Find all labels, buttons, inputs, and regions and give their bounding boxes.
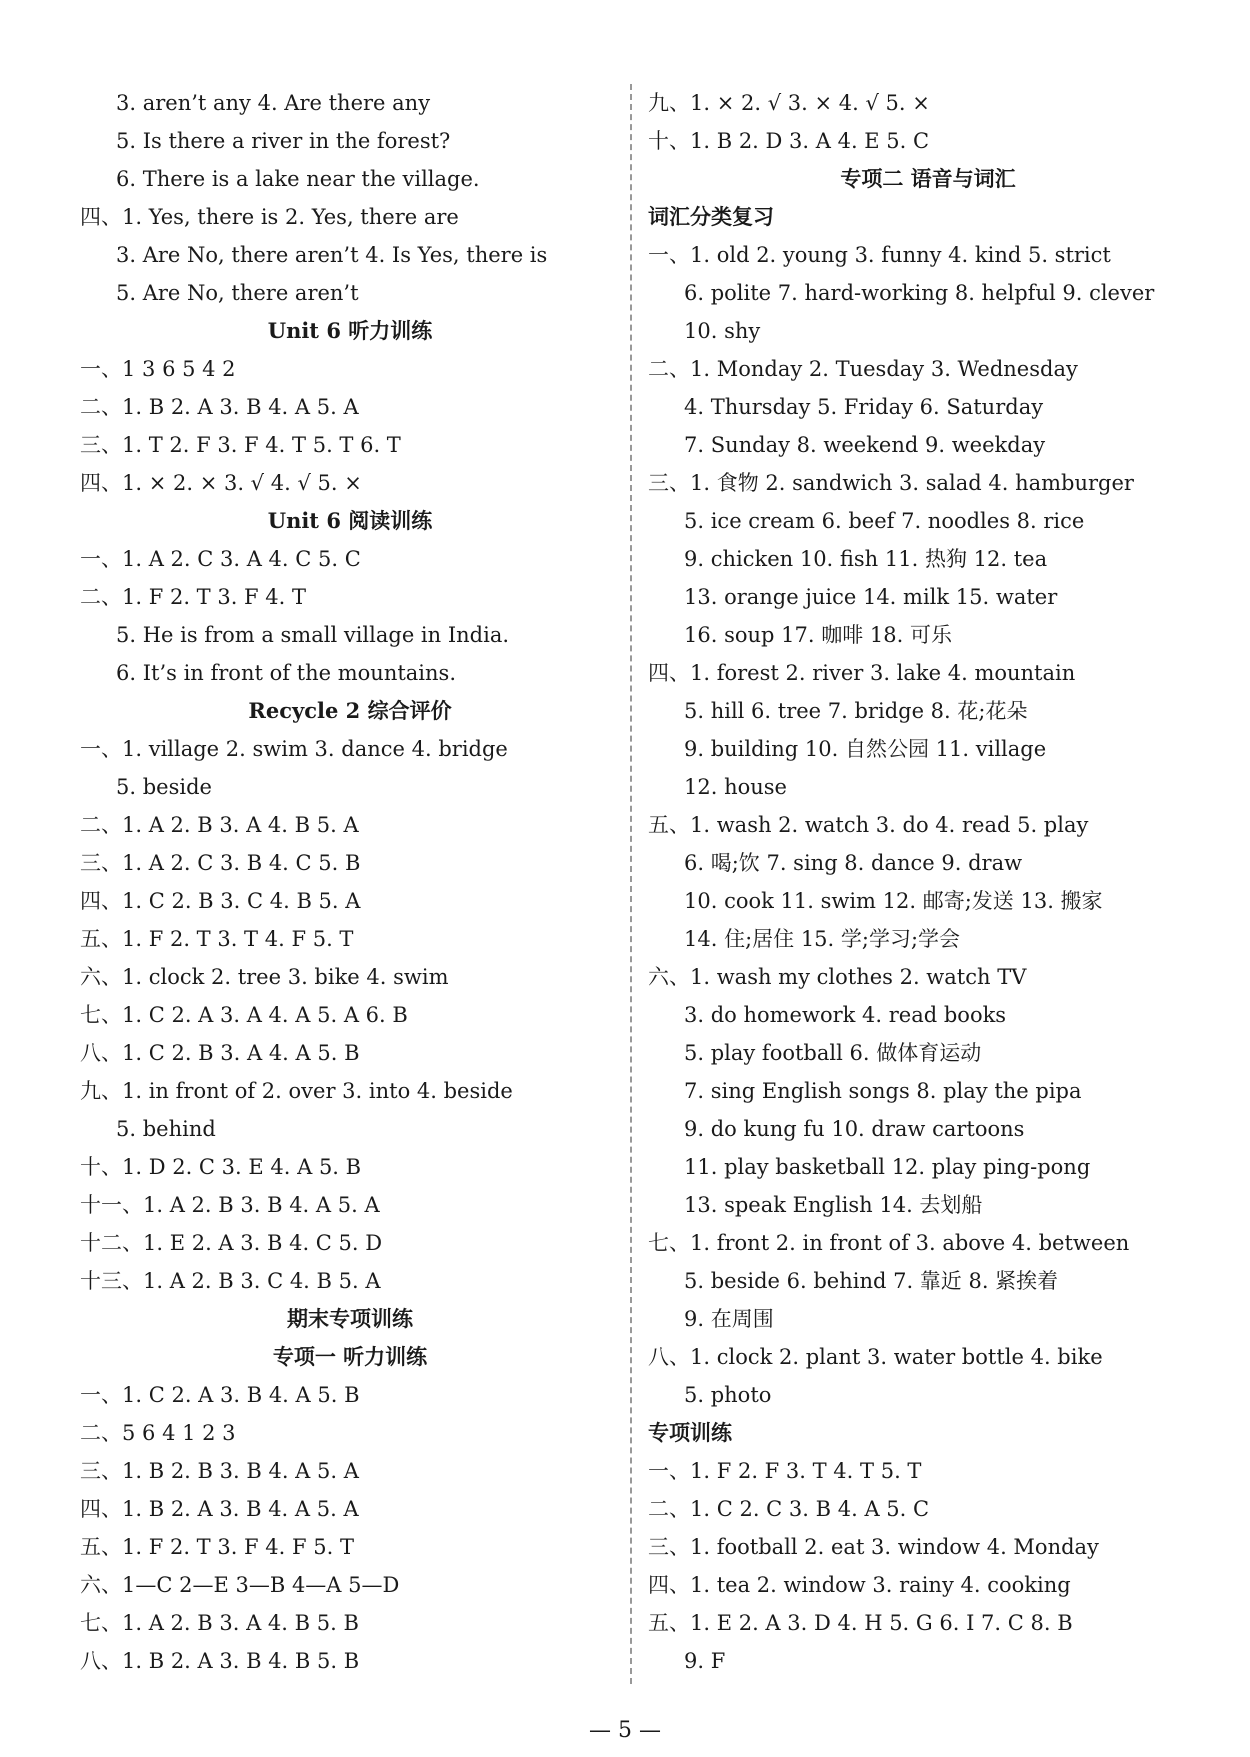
answer-line: 一、1. C 2. A 3. B 4. A 5. B	[80, 1383, 360, 1407]
answer-line: 七、1. C 2. A 3. A 4. A 5. A 6. B	[80, 1003, 408, 1027]
answer-line: 五、1. F 2. T 3. T 4. F 5. T	[80, 927, 354, 951]
answer-line: 四、1. × 2. × 3. √ 4. √ 5. ×	[80, 471, 362, 495]
column-divider	[630, 84, 632, 1684]
answer-line: 5. behind	[116, 1117, 216, 1141]
right-column	[648, 84, 1208, 1680]
answer-line: 6. It’s in front of the mountains.	[116, 661, 456, 685]
answer-line: 二、5 6 4 1 2 3	[80, 1421, 236, 1445]
answer-line: 5. play football 6. 做体育运动	[684, 1041, 982, 1065]
answer-line: 6. 喝;饮 7. sing 8. dance 9. draw	[684, 851, 1023, 875]
answer-line: 十一、1. A 2. B 3. B 4. A 5. A	[80, 1193, 380, 1217]
answer-line: 四、1. B 2. A 3. B 4. A 5. A	[80, 1497, 359, 1521]
answer-line: 十、1. D 2. C 3. E 4. A 5. B	[80, 1155, 362, 1179]
section-heading: Recycle 2 综合评价	[248, 698, 452, 723]
answer-line: 五、1. wash 2. watch 3. do 4. read 5. play	[648, 813, 1089, 837]
answer-line: 五、1. F 2. T 3. F 4. F 5. T	[80, 1535, 354, 1559]
answer-line: 9. 在周围	[684, 1307, 774, 1331]
answer-line: 三、1. A 2. C 3. B 4. C 5. B	[80, 851, 361, 875]
answer-line: 三、1. B 2. B 3. B 4. A 5. A	[80, 1459, 359, 1483]
answer-line: 四、1. Yes, there is 2. Yes, there are	[80, 205, 459, 229]
answer-line: 3. do homework 4. read books	[684, 1003, 1007, 1027]
answer-line: 6. There is a lake near the village.	[116, 167, 480, 191]
answer-line: 三、1. T 2. F 3. F 4. T 5. T 6. T	[80, 433, 401, 457]
answer-line: 14. 住;居住 15. 学;学习;学会	[684, 927, 961, 951]
answer-line: 七、1. A 2. B 3. A 4. B 5. B	[80, 1611, 359, 1635]
answer-line: 二、1. C 2. C 3. B 4. A 5. C	[648, 1497, 930, 1521]
answer-line: 五、1. E 2. A 3. D 4. H 5. G 6. I 7. C 8. B	[648, 1611, 1073, 1635]
answer-line: 9. chicken 10. fish 11. 热狗 12. tea	[684, 547, 1048, 571]
left-column	[80, 84, 620, 1680]
answer-line: 6. polite 7. hard-working 8. helpful 9. clever	[684, 281, 1155, 305]
answer-line: 十、1. B 2. D 3. A 4. E 5. C	[648, 129, 930, 153]
answer-line: 5. ice cream 6. beef 7. noodles 8. rice	[684, 509, 1085, 533]
answer-line: 四、1. C 2. B 3. C 4. B 5. A	[80, 889, 361, 913]
answer-line: 一、1. village 2. swim 3. dance 4. bridge	[80, 737, 508, 761]
section-heading: Unit 6 听力训练	[267, 318, 433, 343]
subsection-heading: 专项训练	[648, 1420, 732, 1445]
answer-line: 二、1. F 2. T 3. F 4. T	[80, 585, 307, 609]
answer-line: 七、1. front 2. in front of 3. above 4. between	[648, 1231, 1130, 1255]
answer-line: 3. Are No, there aren’t 4. Is Yes, there is	[116, 243, 548, 267]
answer-line: 一、1 3 6 5 4 2	[80, 357, 236, 381]
answer-line: 二、1. Monday 2. Tuesday 3. Wednesday	[648, 357, 1078, 381]
answer-line: 10. shy	[684, 319, 761, 343]
answer-line: 16. soup 17. 咖啡 18. 可乐	[684, 623, 952, 647]
answer-line: 二、1. B 2. A 3. B 4. A 5. A	[80, 395, 359, 419]
answer-line: 十二、1. E 2. A 3. B 4. C 5. D	[80, 1231, 383, 1255]
answer-line: 9. do kung fu 10. draw cartoons	[684, 1117, 1025, 1141]
answer-line: 二、1. A 2. B 3. A 4. B 5. A	[80, 813, 359, 837]
section-heading: Unit 6 阅读训练	[267, 508, 433, 533]
answer-line: 5. Is there a river in the forest?	[116, 129, 451, 153]
answer-line: 三、1. football 2. eat 3. window 4. Monday	[648, 1535, 1099, 1559]
answer-line: 六、1. clock 2. tree 3. bike 4. swim	[80, 965, 449, 989]
answer-line: 九、1. × 2. √ 3. × 4. √ 5. ×	[648, 91, 930, 115]
answer-line: 12. house	[684, 775, 787, 799]
subsection-heading: 词汇分类复习	[648, 204, 774, 229]
answer-line: 三、1. 食物 2. sandwich 3. salad 4. hamburger	[648, 471, 1134, 495]
answer-line: 13. orange juice 14. milk 15. water	[684, 585, 1058, 609]
answer-line: 六、1. wash my clothes 2. watch TV	[648, 965, 1027, 989]
answer-line: 3. aren’t any 4. Are there any	[116, 91, 431, 115]
answer-line: 一、1. old 2. young 3. funny 4. kind 5. strict	[648, 243, 1111, 267]
answer-line: 四、1. forest 2. river 3. lake 4. mountain	[648, 661, 1076, 685]
answer-line: 一、1. A 2. C 3. A 4. C 5. C	[80, 547, 361, 571]
answer-line: 10. cook 11. swim 12. 邮寄;发送 13. 搬家	[684, 889, 1103, 913]
answer-line: 7. sing English songs 8. play the pipa	[684, 1079, 1082, 1103]
answer-line: 5. Are No, there aren’t	[116, 281, 359, 305]
answer-line: 四、1. tea 2. window 3. rainy 4. cooking	[648, 1573, 1071, 1597]
answer-line: 9. F	[684, 1649, 726, 1673]
answer-line: 4. Thursday 5. Friday 6. Saturday	[684, 395, 1044, 419]
section-heading: 专项二 语音与词汇	[840, 166, 1016, 191]
answer-line: 5. beside 6. behind 7. 靠近 8. 紧挨着	[684, 1269, 1059, 1293]
answer-line: 八、1. C 2. B 3. A 4. A 5. B	[80, 1041, 360, 1065]
answer-line: 八、1. clock 2. plant 3. water bottle 4. bike	[648, 1345, 1103, 1369]
answer-line: 11. play basketball 12. play ping-pong	[684, 1155, 1091, 1179]
page-number: — 5 —	[589, 1718, 661, 1743]
answer-line: 八、1. B 2. A 3. B 4. B 5. B	[80, 1649, 360, 1673]
section-heading: 期末专项训练	[287, 1306, 413, 1331]
answer-line: 9. building 10. 自然公园 11. village	[684, 737, 1047, 761]
section-heading: 专项一 听力训练	[272, 1344, 428, 1369]
answer-line: 5. photo	[684, 1383, 772, 1407]
answer-line: 六、1—C 2—E 3—B 4—A 5—D	[80, 1573, 400, 1597]
answer-line: 5. hill 6. tree 7. bridge 8. 花;花朵	[684, 699, 1028, 723]
answer-line: 5. beside	[116, 775, 212, 799]
answer-line: 九、1. in front of 2. over 3. into 4. beside	[80, 1079, 513, 1103]
answer-line: 7. Sunday 8. weekend 9. weekday	[684, 433, 1046, 457]
answer-line: 5. He is from a small village in India.	[116, 623, 510, 647]
answer-line: 十三、1. A 2. B 3. C 4. B 5. A	[80, 1269, 381, 1293]
answer-line: 一、1. F 2. F 3. T 4. T 5. T	[648, 1459, 922, 1483]
answer-line: 13. speak English 14. 去划船	[684, 1193, 983, 1217]
